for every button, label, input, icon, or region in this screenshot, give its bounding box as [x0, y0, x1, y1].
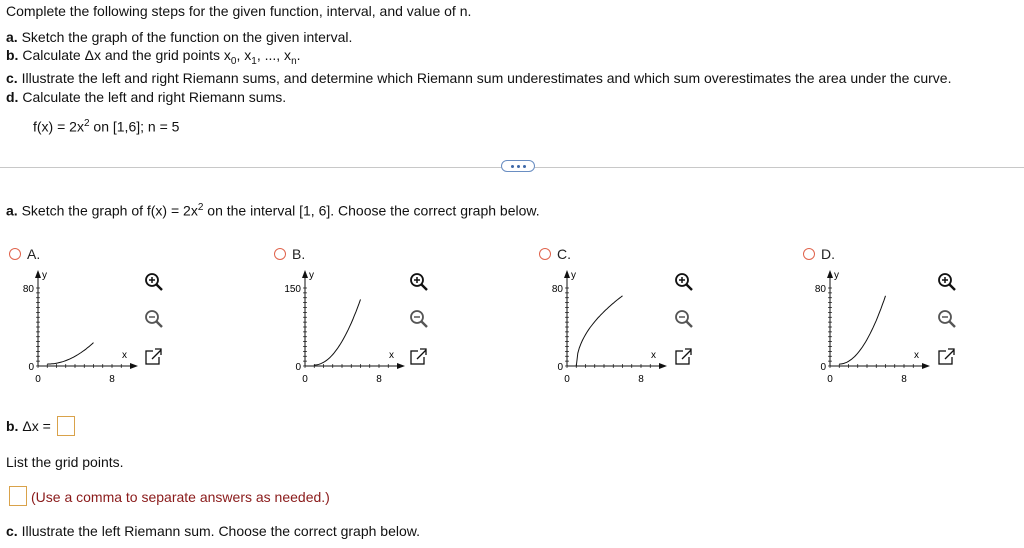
x-zero-label: 0: [827, 374, 833, 385]
step-b-sub0: 0: [230, 55, 237, 67]
function-curve: [576, 296, 622, 366]
y-zero-label: 0: [295, 362, 301, 373]
y-axis-arrow: [564, 270, 570, 278]
option-b-tools: [408, 271, 430, 384]
step-c-text: Illustrate the left and right Riemann sums, and determine which Riemann sum underestimates and which sum overestimates the area under the curve.: [21, 70, 952, 86]
step-d-label: d.: [6, 89, 19, 105]
option-d-radio[interactable]: [803, 248, 815, 260]
y-zero-label: 0: [557, 362, 563, 373]
option-b-radio[interactable]: [274, 248, 286, 260]
open-external-icon[interactable]: [939, 348, 956, 364]
step-c-label: c.: [6, 70, 18, 86]
x-zero-label: 0: [35, 374, 41, 385]
y-axis-label: y: [571, 270, 576, 281]
step-b-sep2: , ..., x: [256, 47, 292, 63]
function-post: on [1,6]; n = 5: [89, 118, 180, 135]
more-button[interactable]: [501, 160, 535, 172]
step-a-label: a.: [6, 29, 18, 45]
step-b: [6, 47, 301, 67]
zoom-out-icon[interactable]: [146, 311, 162, 327]
y-axis-arrow: [302, 270, 308, 278]
step-d-text: Calculate the left and right Riemann sums.: [22, 89, 287, 105]
option-a-tools: [143, 271, 165, 384]
function-curve: [47, 343, 93, 364]
y-max-label: 80: [22, 284, 34, 295]
y-axis-label: y: [309, 270, 314, 281]
x-max-label: 8: [109, 374, 115, 385]
y-zero-label: 0: [820, 362, 826, 373]
y-max-label: 80: [551, 284, 563, 295]
y-axis-arrow: [827, 270, 833, 278]
open-external-icon[interactable]: [676, 348, 693, 364]
step-b-label: b.: [6, 47, 19, 63]
function-statement: [33, 118, 179, 135]
more-dot: [517, 165, 520, 168]
x-max-label: 8: [638, 374, 644, 385]
step-b-sub1: 1: [251, 55, 257, 67]
option-c-tools: [673, 271, 695, 384]
x-zero-label: 0: [564, 374, 570, 385]
more-dot: [523, 165, 526, 168]
option-c-label[interactable]: C.: [557, 246, 571, 262]
question-b: [6, 418, 51, 434]
question-c-text: Illustrate the left Riemann sum. Choose the correct graph below.: [21, 523, 421, 539]
function-curve: [314, 299, 360, 365]
zoom-out-icon[interactable]: [411, 311, 427, 327]
step-c: [6, 70, 951, 86]
question-b-dx-text: Δx =: [22, 418, 51, 434]
y-zero-label: 0: [28, 362, 34, 373]
open-external-icon[interactable]: [146, 348, 163, 364]
x-max-label: 8: [901, 374, 907, 385]
zoom-in-icon[interactable]: [411, 274, 427, 290]
input-hint: (Use a comma to separate answers as needed.): [31, 489, 330, 505]
option-a-label[interactable]: A.: [27, 246, 41, 262]
x-max-label: 8: [376, 374, 382, 385]
x-axis-arrow: [397, 363, 405, 369]
zoom-out-icon[interactable]: [676, 311, 692, 327]
y-max-label: 80: [814, 284, 826, 295]
question-c-label: c.: [6, 523, 18, 539]
option-a-radio[interactable]: [9, 248, 21, 260]
y-axis-arrow: [35, 270, 41, 278]
x-axis-arrow: [130, 363, 138, 369]
question-c: [6, 523, 420, 539]
grid-points-input[interactable]: [9, 486, 27, 506]
option-c-radio[interactable]: [539, 248, 551, 260]
x-axis-label: x: [651, 350, 656, 361]
delta-x-input[interactable]: [57, 416, 75, 436]
x-zero-label: 0: [302, 374, 308, 385]
step-d: [6, 89, 286, 105]
step-a: [6, 29, 352, 45]
y-axis-label: y: [834, 270, 839, 281]
step-b-end: .: [296, 47, 301, 63]
x-axis-arrow: [922, 363, 930, 369]
x-axis-label: x: [389, 350, 394, 361]
zoom-in-icon[interactable]: [676, 274, 692, 290]
zoom-in-icon[interactable]: [146, 274, 162, 290]
grid-points-prompt: List the grid points.: [6, 454, 124, 470]
question-a-label: a.: [6, 202, 18, 219]
question-a-text-post: on the interval [1, 6]. Choose the correct graph below.: [203, 202, 540, 219]
step-b-text: Calculate Δx and the grid points x: [22, 47, 231, 63]
question-b-label: b.: [6, 418, 19, 434]
function-pre: f(x) = 2x: [33, 118, 84, 135]
step-b-sep1: , x: [236, 47, 252, 63]
question-a-text-pre: Sketch the graph of f(x) = 2x: [21, 202, 198, 219]
option-d-tools: [936, 271, 958, 384]
x-axis-arrow: [659, 363, 667, 369]
y-axis-label: y: [42, 270, 47, 281]
option-b-label[interactable]: B.: [292, 246, 306, 262]
zoom-in-icon[interactable]: [939, 274, 955, 290]
question-a-exp: 2: [197, 202, 204, 213]
y-max-label: 150: [284, 284, 301, 295]
function-exp: 2: [83, 118, 90, 129]
x-axis-label: x: [914, 350, 919, 361]
option-d-label[interactable]: D.: [821, 246, 835, 262]
step-b-subn: n: [291, 55, 297, 67]
intro-text: Complete the following steps for the given function, interval, and value of n.: [6, 3, 472, 19]
zoom-out-icon[interactable]: [939, 311, 955, 327]
more-dot: [511, 165, 514, 168]
open-external-icon[interactable]: [411, 348, 428, 364]
x-axis-label: x: [122, 350, 127, 361]
function-curve: [839, 296, 885, 364]
question-a: [6, 202, 540, 219]
step-a-text: Sketch the graph of the function on the given interval.: [21, 29, 353, 45]
